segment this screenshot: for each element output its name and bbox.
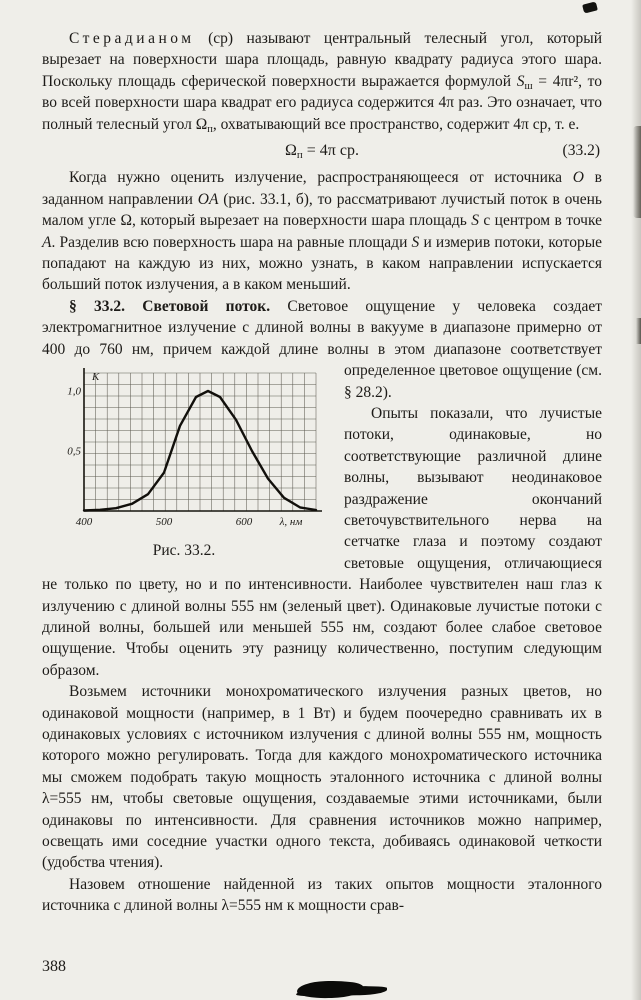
variable-omega: Ω — [195, 115, 208, 133]
variable-s: S — [516, 72, 525, 90]
x-tick-label: 400 — [75, 516, 93, 529]
scan-artifact-right-edge-mark — [636, 318, 641, 344]
scan-artifact-bottom-ink-blot — [297, 980, 363, 999]
paragraph-monochromatic-sources: Возьмем источники монохроматического излучения разных цветов, но одинаковой мощности (например, в 1 Вт) и будем поочередно сравнивать их в одинаковых условиях с источником излучения с длиной волны 555 нм, мощность которого можно регулировать. Тогда для каждого монохроматического источника мы сможем подобрать такую мощность эталонного источника с длиной волны λ=555 нм, чтобы световые ощущения, создаваемые этими источниками, были одинаковы по интенсивности. Для сравнения источников можно например, освещать ими соседние участки одного текста, добиваясь одинаковой четкости (удобства чтения). — [42, 683, 602, 872]
paragraph-experiments: Опыты показали, что лучистые потоки, одинаковые, но соответствующие различной длине волны, вызывают неодинаковое раздражение окончаний светочувствительного нерва на сетчатке глаза и поэтому создают световые ощущения, отличающиеся не только по цвету, но и по интенсивности. Наиболее чувствителен наш глаз к излучению с длиной волны 555 нм (зеленый цвет). Одинаковые лучистые потоки с длиной волны, большей или меньшей 555 нм, создают более слабое световое ощущение. Чтобы оценить эту разницу количественно, поступим следующим образом. — [42, 404, 602, 679]
x-tick-label: 600 — [235, 516, 253, 529]
y-tick-label: 1,0 — [67, 385, 81, 398]
page-text-block — [42, 28, 602, 917]
paragraph-ratio-definition: Назовем отношение найденной из таких опытов мощности эталонного источника с длиной волны λ=555 нм к мощности срав- — [42, 875, 602, 915]
page-number: 388 — [42, 958, 66, 975]
axes — [84, 368, 322, 511]
subscript-sh: ш — [524, 80, 533, 92]
text-run: диапазоне соответствует определенное цветовое ощущение (см. § 28.2). — [344, 340, 602, 401]
paragraph-radiation-direction — [42, 167, 602, 295]
equation-33-2 — [42, 140, 602, 161]
variable-a: A — [42, 233, 52, 251]
text-run: = 4πr², то во всей поверхности шара квадрат его радиуса содержится 4π раз. Это означает, что полный телесный угол — [42, 72, 602, 133]
variable-s: S — [411, 233, 420, 251]
scan-artifact-top-right — [582, 1, 598, 13]
variable-o: O — [572, 169, 584, 187]
y-axis-label: К — [92, 371, 100, 384]
section-heading: § 33.2. Световой поток. — [69, 297, 271, 315]
paragraph-steradian — [42, 28, 602, 135]
variable-oa: OA — [197, 190, 219, 208]
text-run: (ср) называют центральный телесный угол, который вырезает на поверхности шара площадь, равную квадрату радиуса этого шара. Поскольку площадь сферической поверхности выражается формулой — [42, 30, 602, 90]
text-run: = 4π ср. — [302, 142, 359, 160]
scan-artifact-right-edge-smudge — [633, 126, 641, 218]
equation-number: (33.2) — [562, 142, 600, 160]
x-axis-label: λ, нм — [279, 516, 303, 529]
x-tick-label: 500 — [155, 516, 173, 529]
figure-plot-svg — [54, 365, 326, 535]
subscript-p: п — [296, 149, 303, 162]
y-tick-label: 0,5 — [67, 445, 81, 458]
figure-caption: Рис. 33.2. — [152, 542, 216, 560]
text-run: . Разделив всю поверхность шара на равные площади — [51, 233, 412, 251]
text-run: (рис. 33.1, б), то рассматривают лучистый поток в очень малом угле Ω, который вырезает на поверхности шара площадь — [42, 190, 602, 230]
equation-body — [285, 142, 359, 162]
text-run: Световое ощущение у человека создает электромагнитное излучение с длиной волны в вакууме в диапазоне примерно от 400 до 760 нм, причем каждой длине волны в этом — [42, 297, 602, 358]
text-run: в заданном направлении — [42, 169, 602, 208]
subscript-p: п — [207, 123, 213, 135]
axis-labels — [67, 371, 302, 528]
variable-omega: Ω — [285, 142, 297, 160]
term-steradian: Стерадианом — [69, 30, 195, 47]
variable-s: S — [471, 212, 479, 230]
figure-33-2 — [42, 363, 334, 561]
text-run: , охватывающий все пространство, содержит 4π ср, т. е. — [212, 115, 580, 133]
text-run: и измерив потоки, которые попадают на каждую из них, можно узнать, в каком направлении испускается больший поток излучения, а в каком меньший. — [42, 233, 602, 294]
text-run: Когда нужно оценить излучение, распространяющееся от источника — [69, 169, 573, 187]
text-run: с центром в точке — [478, 212, 602, 230]
